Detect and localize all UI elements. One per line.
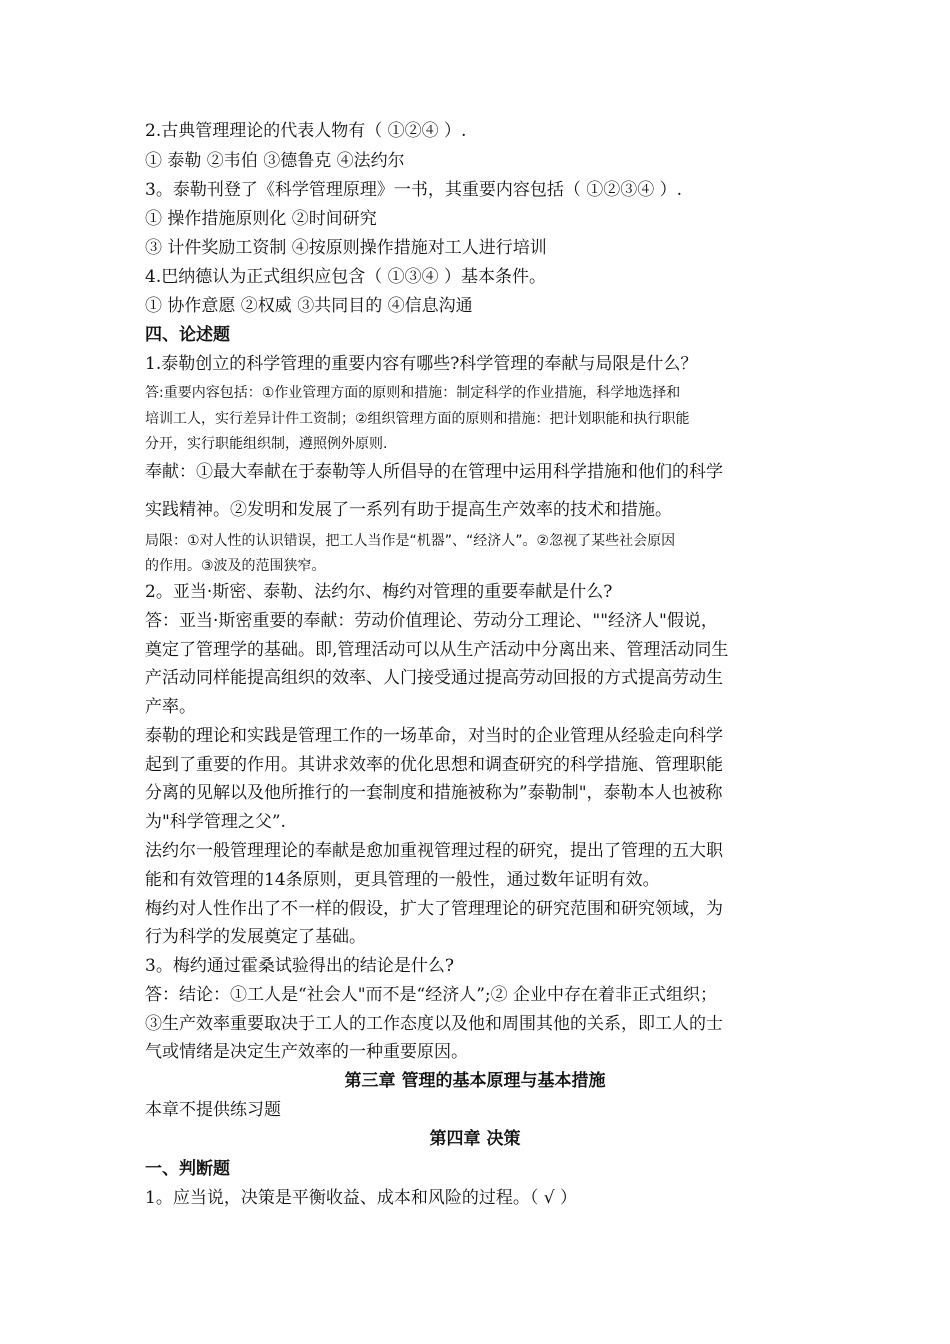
answer-line: 实践精神。②发明和发展了一系列有助于提高生产效率的技术和措施。: [145, 500, 672, 520]
question-line: 2.古典管理理论的代表人物有（ ①②④ ）.: [145, 121, 467, 141]
answer-line: 为"科学管理之父”.: [145, 812, 286, 832]
option-line: ① 泰勒 ②韦伯 ③德鲁克 ④法约尔: [145, 151, 405, 171]
answer-line: 答:重要内容包括：①作业管理方面的原则和措施：制定科学的作业措施，科学地选择和: [145, 385, 681, 401]
answer-line: 培训工人，实行差异计件工资制；②组织管理方面的原则和措施：把计划职能和执行职能: [145, 411, 690, 427]
option-line: ③ 计件奖励工资制 ④按原则操作措施对工人进行培训: [145, 238, 547, 258]
question-line: 3。泰勒刊登了《科学管理原理》一书，其重要内容包括（ ①②③④ ）.: [145, 180, 683, 200]
section-heading: 四、论述题: [145, 325, 230, 345]
option-line: ① 协作意愿 ②权威 ③共同目的 ④信息沟通: [145, 296, 473, 316]
answer-line: 局限：①对人性的认识错误，把工人当作是“机器”、“经济人”。②忽视了某些社会原因: [145, 533, 676, 549]
answer-line: 梅约对人性作出了不一样的假设，扩大了管理理论的研究范围和研究领域，为: [145, 899, 723, 919]
chapter-title: 第四章 决策: [429, 1129, 521, 1149]
answer-line: 起到了重要的作用。其讲求效率的优化思想和调查研究的科学措施、管理职能: [145, 755, 723, 775]
answer-line: 行为科学的发展奠定了基础。: [145, 927, 366, 947]
question-line: 1。应当说，决策是平衡收益、成本和风险的过程。（ √ ）: [145, 1188, 577, 1208]
answer-line: 分开，实行职能组织制，遵照例外原则.: [145, 436, 388, 452]
answer-line: 气或情绪是决定生产效率的一种重要原因。: [145, 1042, 468, 1062]
question-line: 2。亚当·斯密、泰勒、法约尔、梅约对管理的重要奉献是什么?: [145, 582, 613, 602]
answer-line: 泰勒的理论和实践是管理工作的一场革命，对当时的企业管理从经验走向科学: [145, 726, 723, 746]
question-line: 4.巴纳德认为正式组织应包含（ ①③④ ）基本条件。: [145, 267, 547, 287]
option-line: ① 操作措施原则化 ②时间研究: [145, 209, 377, 229]
section-heading: 一、判断题: [145, 1159, 230, 1179]
answer-line: 能和有效管理的14条原则，更具管理的一般性，通过数年证明有效。: [145, 870, 660, 890]
question-line: 3。梅约通过霍桑试验得出的结论是什么?: [145, 956, 454, 976]
answer-line: 产活动同样能提高组织的效率、人门接受通过提高劳动回报的方式提高劳动生: [145, 668, 723, 688]
question-line: 1.泰勒创立的科学管理的重要内容有哪些?科学管理的奉献与局限是什么？: [145, 354, 698, 374]
answer-line: 答：结论：①工人是“社会人"而不是“经济人”;② 企业中存在着非正式组织；: [145, 985, 718, 1005]
note-line: 本章不提供练习题: [145, 1100, 281, 1120]
answer-line: 奠定了管理学的基础。即,管理活动可以从生产活动中分离出来、管理活动同生: [145, 640, 729, 660]
answer-line: 答：亚当·斯密重要的奉献：劳动价值理论、劳动分工理论、""经济人"假说，: [145, 611, 718, 631]
chapter-title: 第三章 管理的基本原理与基本措施: [344, 1071, 606, 1091]
answer-line: 产率。: [145, 697, 196, 717]
answer-line: 的作用。③波及的范围狭窄。: [145, 558, 326, 574]
answer-line: 分离的见解以及他所推行的一套制度和措施被称为”泰勒制"，泰勒本人也被称: [145, 783, 723, 803]
answer-line: 奉献：①最大奉献在于泰勒等人所倡导的在管理中运用科学措施和他们的科学: [145, 462, 723, 482]
answer-line: ③生产效率重要取决于工人的工作态度以及他和周围其他的关系，即工人的士: [145, 1014, 723, 1034]
answer-line: 法约尔一般管理理论的奉献是愈加重视管理过程的研究，提出了管理的五大职: [145, 841, 723, 861]
